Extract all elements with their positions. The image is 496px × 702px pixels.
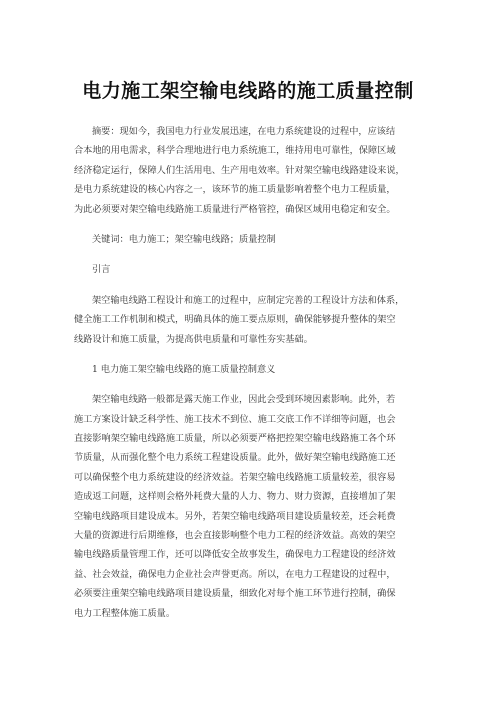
spacer [74,280,442,291]
spacer [74,219,442,230]
abstract-line: 摘要：现如今，我国电力行业发展迅速，在电力系统建设的过程中，应该结 [92,126,396,137]
paragraph-line: 电力工程整体施工质量。 [74,607,176,619]
paragraph-line: 必须要注重架空输电线路项目建设质量，细致化对每个施工环节进行控制，确保 [74,588,396,600]
paragraph-line: 大量的资源进行后期维修，也会直接影响整个电力工程的经济效益。高效的架空 [74,530,396,542]
spacer [74,379,442,390]
paragraph-line: 造成返工问题，这样则会格外耗费大量的人力、物力、财力资源，直接增加了架 [74,491,396,503]
paragraph-line: 直接影响架空输电线路施工质量，所以必须要严格把控架空输电线路施工各个环 [74,433,396,445]
paragraph-line: 输电线路质量管理工作，还可以降低安全故事发生，确保电力工程建设的经济效 [74,549,396,561]
section-heading: 1 电力施工架空输电线路的施工质量控制意义 [92,363,276,375]
spacer [74,249,442,260]
paragraph-line: 节质量，从而强化整个电力系统工程建设质量。此外，做好架空输电线路施工还 [74,452,396,464]
intro-paragraph [74,291,442,349]
abstract [74,122,442,219]
section-paragraph [74,390,442,623]
paragraph-line: 益、社会效益，确保电力企业社会声誉更高。所以，在电力工程建设的过程中， [74,568,396,580]
paragraph-line: 空输电线路项目建设成本。另外，若架空输电线路项目建设质量较差，还会耗费 [74,510,396,522]
spacer [74,349,442,360]
paragraph-line: 可以确保整个电力系统建设的经济效益。若架空输电线路施工质量较差，很容易 [74,471,396,483]
abstract-line: 是电力系统建设的核心内容之一，该环节的施工质量影响着整个电力工程质量， [74,184,396,196]
document-body [74,122,442,623]
abstract-line: 为此必须要对架空输电线路施工质量进行严格管控，确保区域用电稳定和安全。 [74,203,396,215]
abstract-line: 经济稳定运行，保障人们生活用电、生产用电效率。针对架空输电线路建设来说， [74,164,405,176]
paragraph-line: 线路设计和施工质量，为提高供电质量和可靠性夯实基础。 [74,333,313,345]
paragraph-line: 架空输电线路工程设计和施工的过程中，应制定完善的工程设计方法和体系， [92,294,405,306]
paragraph-line: 施工方案设计缺乏科学性、施工技术不到位、施工交底工作不详细等问题，也会 [74,413,396,425]
abstract-line: 合本地的用电需求，科学合理地进行电力系统施工，维持用电可靠性，保障区域 [74,145,396,157]
intro-heading: 引言 [92,264,111,276]
paragraph-line: 健全施工工作机制和模式，明确具体的施工要点原则，确保能够提升整体的架空 [74,314,396,326]
keywords: 关键词：电力施工；架空输电线路；质量控制 [92,233,276,245]
document-title: 电力施工架空输电线路的施工质量控制 [82,80,414,102]
paragraph-line: 架空输电线路一般都是露天施工作业，因此会受到环境因素影响。此外，若 [92,394,396,406]
